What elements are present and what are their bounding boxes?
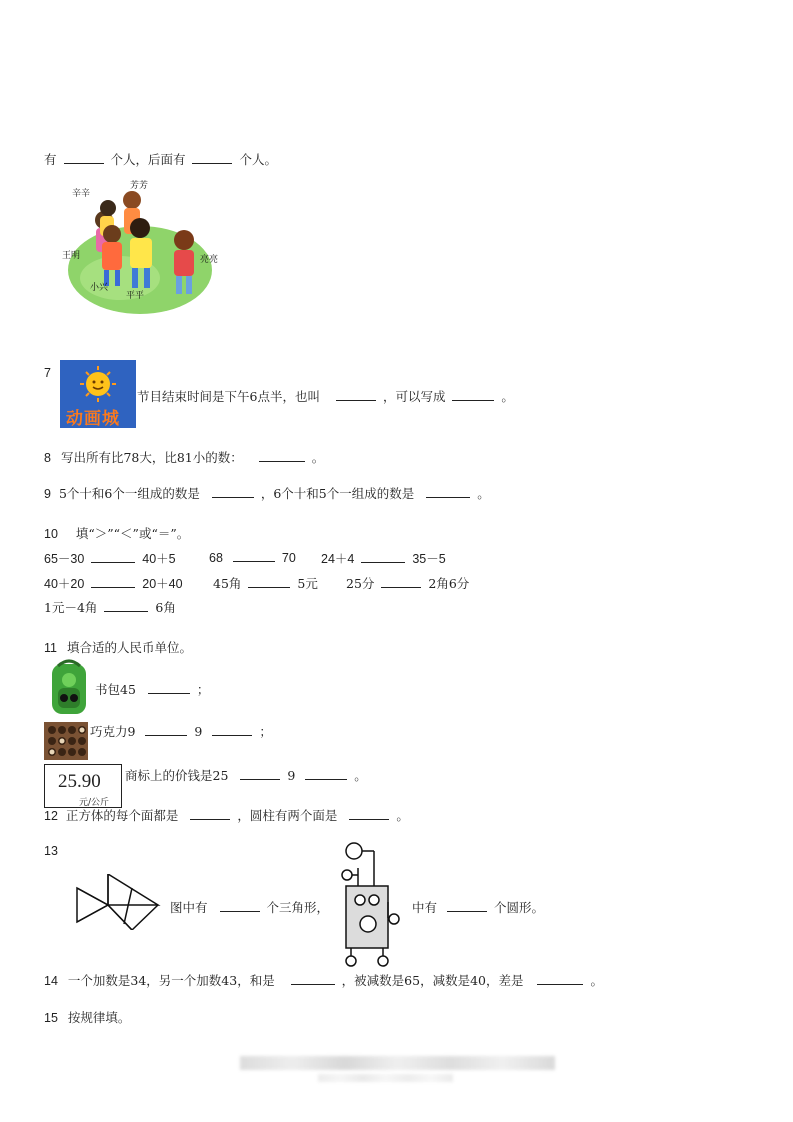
q8-text-1: 写出所有比78大，比81小的数： <box>60 450 243 465</box>
compare-blank[interactable] <box>361 550 405 563</box>
q14-number: 14 <box>44 974 58 988</box>
q11-title-line <box>44 638 192 656</box>
name-label: 辛辛 <box>72 189 91 199</box>
q10-row-1 <box>44 549 176 567</box>
q13-line-1 <box>170 898 329 916</box>
q14-text-3: 。 <box>590 973 603 988</box>
compare-blank[interactable] <box>91 575 135 588</box>
q7-line <box>137 387 514 405</box>
q11-blank-3b[interactable] <box>305 767 347 780</box>
q12-text-3: 。 <box>396 808 409 823</box>
compare-right: 5元 <box>297 576 318 591</box>
q11-text-1: 商标上的价钱是25 <box>125 768 229 783</box>
q11-blank-2a[interactable] <box>145 723 187 736</box>
q10-row-3 <box>44 598 176 616</box>
q13-text-3: 中有 <box>412 900 438 915</box>
q9-blank-1[interactable] <box>212 485 254 498</box>
q11-text-2: 9 <box>194 724 203 739</box>
q6-line <box>44 150 277 168</box>
q13-line-2 <box>412 898 544 916</box>
compare-right: 2角6分 <box>428 576 470 591</box>
q13-blank-2[interactable] <box>447 899 487 912</box>
q11-number: 11 <box>44 641 57 655</box>
logo-text: 动画城 <box>66 409 120 429</box>
q12-blank-2[interactable] <box>349 807 389 820</box>
q14-text-1: 一个加数是34，另一个加数43，和是 <box>67 973 275 988</box>
triangles-figure <box>74 874 164 930</box>
q10-title-line <box>44 524 189 542</box>
q11-text-1: 巧克力9 <box>90 724 136 739</box>
q12-blank-1[interactable] <box>190 807 230 820</box>
compare-right: 40＋5 <box>142 552 176 566</box>
chocolate-box-image <box>44 722 88 760</box>
blurred-footer-watermark <box>240 1056 555 1070</box>
q12-line <box>44 806 409 824</box>
q9-text-1: 5个十和6个一组成的数是 <box>58 486 200 501</box>
q9-text-2: ，6个十和5个一组成的数是 <box>260 486 415 501</box>
compare-left: 1元－4角 <box>44 600 98 615</box>
q10-row-2 <box>44 574 183 592</box>
q11-blank-2b[interactable] <box>212 723 252 736</box>
compare-right: 35－5 <box>412 552 446 566</box>
q13-text-2: 个三角形， <box>266 900 329 915</box>
price-tag-unit: 元/公斤 <box>79 798 110 808</box>
q12-text-1: 正方体的每个面都是 <box>65 808 179 823</box>
blurred-footer-watermark <box>318 1074 453 1082</box>
q8-text-2: 。 <box>311 450 325 465</box>
q9-text-3: 。 <box>477 486 490 501</box>
name-label: 小兴 <box>90 283 109 293</box>
q15-line <box>44 1008 130 1026</box>
compare-blank[interactable] <box>104 599 148 612</box>
children-illustration <box>60 178 230 318</box>
q14-text-2: ，被减数是65，减数是40，差是 <box>341 973 524 988</box>
robot-figure <box>336 840 406 968</box>
compare-right: 20＋40 <box>142 577 183 591</box>
q10-row-1c <box>321 549 446 567</box>
q10-title: 填“＞”“＜”或“＝”。 <box>75 526 190 541</box>
q9-line <box>44 484 490 502</box>
q8-blank[interactable] <box>259 449 305 462</box>
q7-text-2: ，可以写成 <box>382 389 446 404</box>
name-label: 芳芳 <box>130 181 149 191</box>
q13-text-4: 个圆形。 <box>493 900 544 915</box>
q8-line <box>44 448 324 466</box>
q10-row-1b <box>209 549 296 565</box>
compare-blank[interactable] <box>233 549 275 562</box>
q11-text-3: 。 <box>354 768 367 783</box>
name-label: 王明 <box>62 251 81 261</box>
tv-logo-image <box>60 360 136 428</box>
q11-line-1 <box>95 680 209 698</box>
backpack-image <box>44 658 94 718</box>
q9-blank-2[interactable] <box>426 485 470 498</box>
compare-left: 68 <box>209 551 223 565</box>
compare-blank[interactable] <box>91 550 135 563</box>
q7-blank-2[interactable] <box>452 388 494 401</box>
q13-number: 13 <box>44 844 58 858</box>
q6-blank-back[interactable] <box>192 151 232 164</box>
compare-left: 40＋20 <box>44 577 85 591</box>
q11-line-2 <box>90 722 272 740</box>
q11-text-2: 9 <box>287 768 296 783</box>
name-label: 亮亮 <box>200 255 219 265</box>
compare-left: 25分 <box>346 576 375 591</box>
q6-text-1: 有 <box>44 152 57 167</box>
q11-text-3: ； <box>259 724 272 739</box>
compare-blank[interactable] <box>381 575 421 588</box>
compare-left: 65－30 <box>44 552 85 566</box>
q14-blank-1[interactable] <box>291 972 335 985</box>
compare-right: 70 <box>281 551 296 565</box>
q11-text-2: ； <box>196 682 210 697</box>
compare-left: 45角 <box>213 576 242 591</box>
q14-blank-2[interactable] <box>537 972 583 985</box>
q7-number: 7 <box>44 366 51 380</box>
name-label: 平平 <box>126 291 145 301</box>
q15-title: 按规律填。 <box>67 1010 131 1025</box>
q13-blank-1[interactable] <box>220 899 260 912</box>
q8-number: 8 <box>44 451 51 465</box>
price-tag-value: 25.90 <box>58 771 101 792</box>
q12-number: 12 <box>44 809 58 823</box>
q10-row-2b <box>213 574 318 592</box>
q10-row-2c <box>346 574 469 592</box>
compare-right: 6角 <box>155 600 176 615</box>
q7-text-3: 。 <box>501 389 514 404</box>
q15-number: 15 <box>44 1011 58 1025</box>
q7-blank-1[interactable] <box>336 388 376 401</box>
price-tag <box>44 764 122 808</box>
q11-title: 填合适的人民币单位。 <box>66 640 192 655</box>
q11-text-1: 书包45 <box>95 682 136 697</box>
q6-text-2: 个人，后面有 <box>110 152 186 167</box>
q11-line-3 <box>125 766 367 784</box>
q12-text-2: ，圆柱有两个面是 <box>237 808 338 823</box>
q13-text-1: 图中有 <box>170 900 208 915</box>
q9-number: 9 <box>44 487 51 501</box>
q7-text-1: 节目结束时间是下午6点半，也叫 <box>137 389 320 404</box>
compare-blank[interactable] <box>248 575 290 588</box>
q6-text-3: 个人。 <box>239 152 277 167</box>
q14-line <box>44 971 603 989</box>
q11-blank-3a[interactable] <box>240 767 280 780</box>
q6-blank-front[interactable] <box>64 151 104 164</box>
q11-blank-1[interactable] <box>148 681 190 694</box>
compare-left: 24＋4 <box>321 552 355 566</box>
q10-number: 10 <box>44 527 58 541</box>
